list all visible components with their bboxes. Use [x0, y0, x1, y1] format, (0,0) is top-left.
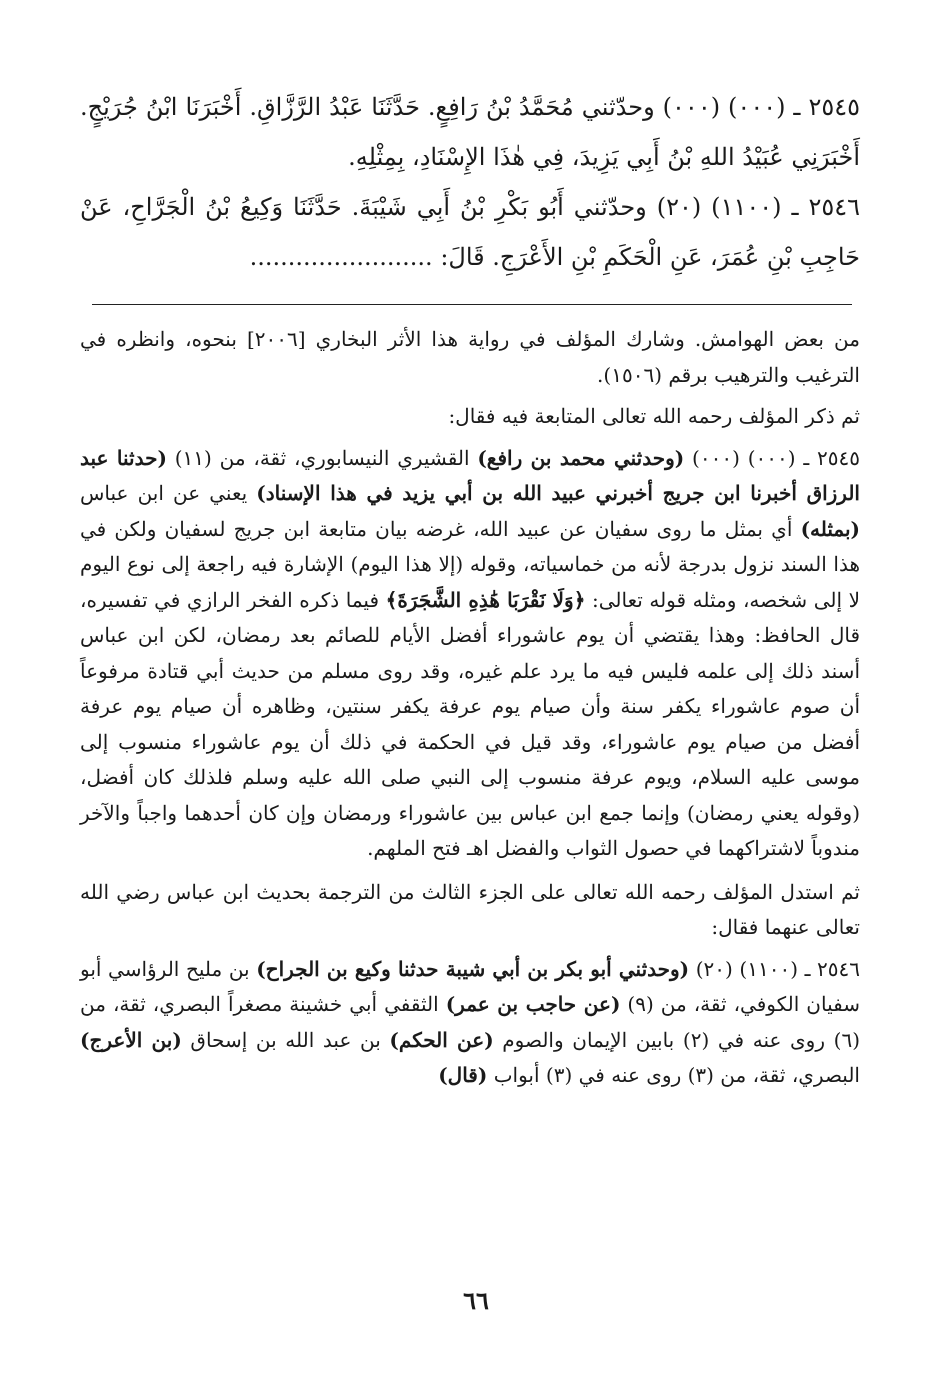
commentary-paragraph-2: ثم ذكر المؤلف رحمه الله تعالى المتابعة فيه فقال:	[448, 404, 860, 428]
commentary-paragraph-1: من بعض الهوامش. وشارك المؤلف في رواية هذا الأثر البخاري [٢٠٠٦] بنحوه، وانظره في الترغيب والترهيب برقم (١٥٠٦).	[80, 327, 860, 387]
bold-isnad: (حدثنا عبد الرزاق أخبرنا ابن جريج أخبرني عبيد الله بن أبي يزيد في هذا الإسناد)	[80, 445, 860, 505]
bold-isnad: (وحدثني أبو بكر بن أبي شيبة حدثنا وكيع بن الجراح)	[256, 956, 690, 981]
commentary-paragraph-4: ثم استدل المؤلف رحمه الله تعالى على الجزء الثالث من الترجمة بحديث ابن عباس رضي الله تعالى عنهما فقال:	[80, 879, 860, 939]
commentary-text-span: القشيري النيسابوري، ثقة، من (١١)	[166, 445, 478, 470]
hadith-2546-text: ٢٥٤٦ ـ (١١٠٠) (٢٠) وحدّثني أَبُو بَكْرِ بْنُ أَبِي شَيْبَةَ. حَدَّثَنَا وَكِيعُ بْنُ الْجَرَّاحِ، عَنْ حَاجِبِ بْنِ عُمَرَ، عَنِ الْحَكَمِ بْنِ الأَعْرَجِ. قَالَ:	[80, 193, 861, 271]
quran-quote: ﴿وَلَا نَقْرَبَا هَٰذِهِ الشَّجَرَةَ﴾	[385, 587, 586, 612]
bold-narrator: (عن الحكم)	[389, 1027, 494, 1052]
commentary-text-span: بن عبد الله بن إسحاق	[181, 1027, 390, 1052]
commentary-text-span: أي بمثل ما روى سفيان عن عبيد الله، غرضه بيان متابعة ابن جريج لسفيان ولكن في هذا السند نزول بدرجة لأنه من خماسياته، وقوله (إلا هذا اليوم) الإشارة فيه راجعة إلى نوع اليوم لا إلى شخصه، ومثله قوله تعالى:	[80, 516, 860, 612]
commentary-text-span: البصري، ثقة، من (٣) روى عنه في (٣) أبواب	[487, 1063, 860, 1087]
page-number: ٦٦	[463, 1286, 489, 1315]
commentary-text-span: يعني عن ابن عباس	[80, 481, 257, 505]
hadith-2545-text: ٢٥٤٥ ـ (٠٠٠) (٠٠٠) وحدّثني مُحَمَّدُ بْنُ رَافِعٍ. حَدَّثَنَا عَبْدُ الرَّزَّاقِ. أَخْبَرَنَا ابْنُ جُرَيْجٍ. أَخْبَرَنِي عُبَيْدُ اللهِ بْنُ أَبِي يَزِيدَ، فِي هٰذَا الإِسْنَادِ، بِمِثْلِهِ.	[80, 93, 861, 171]
bold-term: (قال)	[438, 1063, 488, 1087]
commentary-text-span: الثقفي أبي خشينة مصغراً البصري، ثقة، من (٦) روى عنه في (٢) بابين الإيمان والصوم	[80, 992, 860, 1052]
hadith-number: ٢٥٤٥ ـ (٠٠٠) (٠٠٠)	[684, 445, 860, 470]
bold-narrator: (بن الأعرج)	[80, 1027, 182, 1052]
commentary-text	[80, 322, 860, 1102]
commentary-paragraph-3	[80, 441, 860, 867]
bold-narrator: (عن حاجب بن عمر)	[445, 992, 621, 1016]
hadith-2545	[80, 82, 860, 182]
bold-term: (بمثله)	[800, 516, 860, 541]
hadith-text	[80, 82, 860, 282]
commentary-text-span: فيما ذكره الفخر الرازي في تفسيره، قال الحافظ: وهذا يقتضي أن يوم عاشوراء أفضل الأيام للصائم بعد رمضان، لكن ابن عباس أسند ذلك إلى علمه فليس فيه ما يرد علم غيره، وقد روى مسلم من حديث أبي قتادة مرفوعاً أن صوم عاشوراء يكفر سنة وأن صيام يوم عرفة يكفر سنتين، وظاهره أن صيام يوم عرفة أفضل من صيام يوم عاشوراء، وقد قيل في الحكمة في ذلك أن يوم عاشوراء منسوب إلى موسى عليه السلام، ويوم عرفة منسوب إلى النبي صلى الله عليه وسلم فلذلك كان أفضل، (وقوله يعني رمضان) وإنما جمع ابن عباس بين عاشوراء ورمضان وإن كان أحدهما واجباً والآخر مندوباً لاشتراكهما في حصول الثواب والفضل اهـ فتح الملهم.	[80, 587, 860, 860]
commentary-text-span: بن مليح الرؤاسي أبو سفيان الكوفي، ثقة، من (٩)	[80, 956, 860, 1016]
hadith-2546	[80, 182, 860, 282]
footnote-divider	[92, 304, 852, 305]
hadith-number: ٢٥٤٦ ـ (١١٠٠) (٢٠)	[689, 956, 860, 981]
continuation-dots: ........................	[249, 243, 433, 271]
commentary-paragraph-5	[80, 952, 860, 1094]
bold-narrator: (وحدثني محمد بن رافع)	[477, 445, 685, 470]
